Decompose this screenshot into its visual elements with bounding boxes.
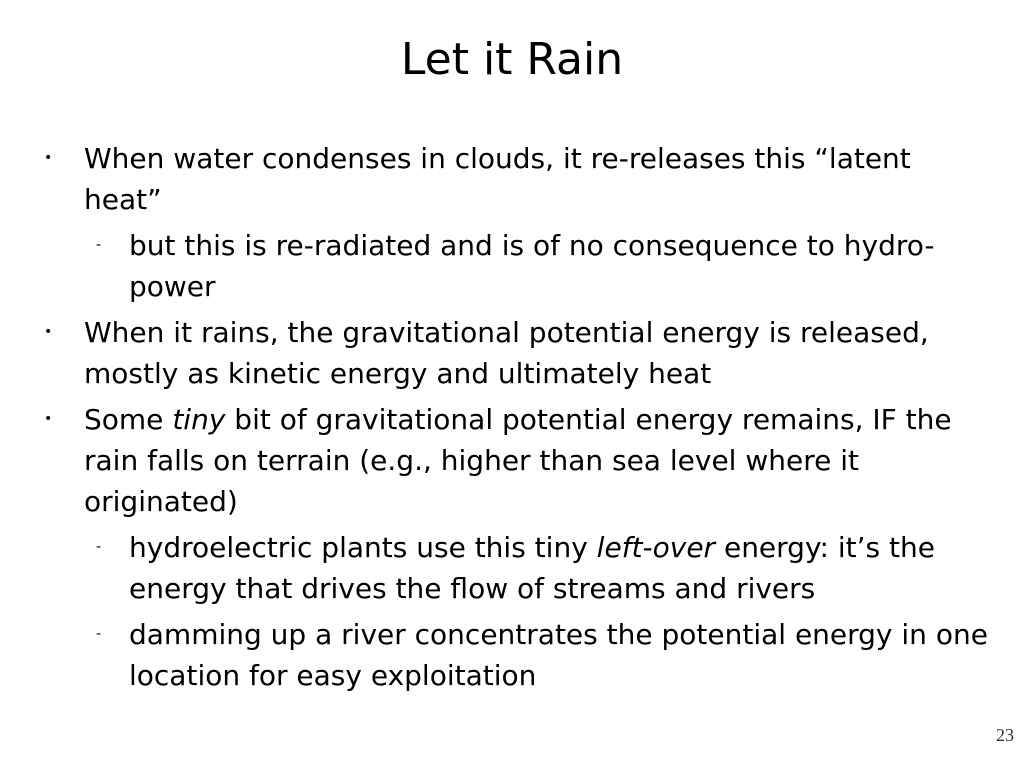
bullet-text: When water condenses in clouds, it re-releases this “latent heat” [84,142,911,216]
sub-bullet-emphasis: left-over [596,531,716,564]
bullet-text: When it rains, the gravitational potential energy is released, mostly as kinetic energy and ultimately heat [84,316,929,390]
page-number: 23 [996,725,1014,745]
bullet-text-start: Some [84,403,173,436]
bullet-emphasis: tiny [172,403,226,436]
sub-bullet-text: damming up a river concentrates the potential energy in one location for easy exploitation [129,618,988,692]
bullet-item [40,138,990,220]
sub-bullet-text-end: energy: it’s the energy that drives the flow of streams and rivers [129,531,935,605]
sub-bullet-text-start: hydroelectric plants use this tiny [129,531,597,564]
bullet-item [40,399,990,522]
bullet-marker: • [44,324,53,340]
dash-marker: - [96,626,102,642]
sub-bullet-item [40,225,990,307]
slide-body [40,138,990,701]
bullet-marker: • [44,411,53,427]
dash-marker: - [96,539,102,555]
bullet-marker: • [44,150,53,166]
slide-title: Let it Rain [400,34,624,85]
sub-bullet-item [40,527,990,609]
bullet-text-end: bit of gravitational potential energy remains, IF the rain falls on terrain (e.g., higher than sea level where it originated) [84,403,952,518]
sub-bullet-item [40,614,990,696]
bullet-item [40,312,990,394]
sub-bullet-text: but this is re-radiated and is of no consequence to hydro-power [129,229,935,303]
dash-marker: - [96,237,102,253]
